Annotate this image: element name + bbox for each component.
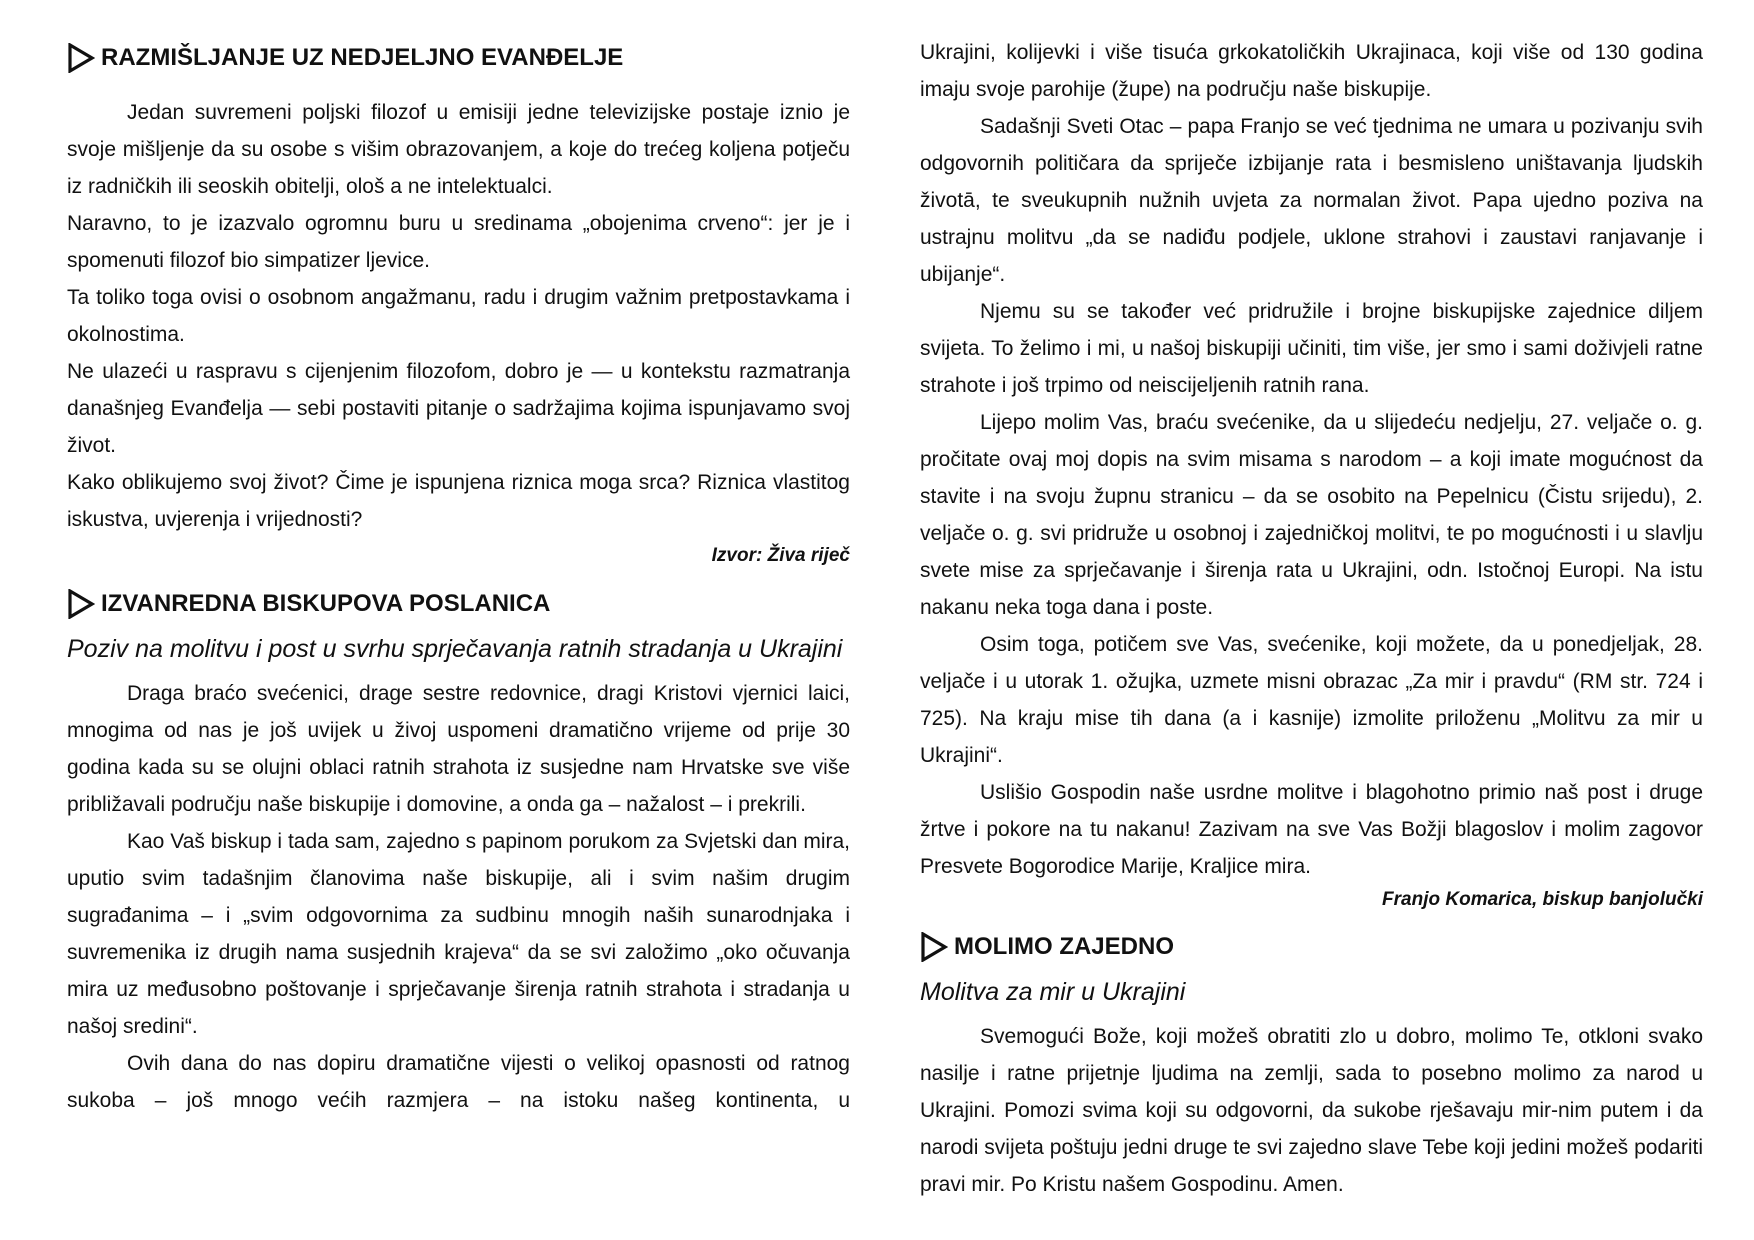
section-subtitle: Molitva za mir u Ukrajini: [920, 978, 1186, 1006]
triangle-play-icon: [67, 43, 95, 73]
paragraph: Ne ulazeći u raspravu s cijenjenim filozofom, dobro je — u kontekstu razmatranja današnjeg Evanđelja — sebi postaviti pitanje o sadržajima kojima ispunjavamo svoj život.: [67, 360, 850, 457]
section-subtitle: Poziv na molitvu i post u svrhu sprječavanja ratnih stradanja u Ukrajini: [67, 635, 843, 663]
paragraph: Kako oblikujemo svoj život? Čime je ispunjena riznica moga srca? Riznica vlastitog iskustva, uvjerenja i vrijednosti?: [67, 471, 850, 531]
section-heading-prayer: [920, 923, 1703, 971]
paragraph: Kao Vaš biskup i tada sam, zajedno s papinom porukom za Svjetski dan mira, uputio svim tadašnjim članovima naše biskupije, ali i svim našim drugim sugrađanima – i „svim odgovornima za sudbinu mnogih naših sunarodnjaka i suvremenika iz drugih nama susjednih krajeva“ da se svi založimo „oko očuvanja mira uz međusobno poštovanje i sprječavanje širenja ratnih strahota i stradanja u našoj sredini“.: [67, 830, 850, 1038]
signature: Franjo Komarica, biskup banjolučki: [1382, 889, 1703, 910]
source-credit: Izvor: Živa riječ: [711, 545, 850, 566]
triangle-play-icon: [920, 932, 948, 962]
paragraph: Lijepo molim Vas, braću svećenike, da u slijedeću nedjelju, 27. veljače o. g. pročitate ovaj moj dopis na svim misama s narodom – a koji imate mogućnost da stavite i na svoju župnu stranicu – da se osobito na Pepelnicu (Čistu srijedu), 2. veljače o. g. svi pridruže u osobnoj i zajedničkoj molitvi, te po mogućnosti i u slavlju svete mise za sprječavanje i širenja rata u Ukrajini, odn. Istočnoj Europi. Na istu nakanu neka toga dana i poste.: [920, 411, 1703, 619]
paragraph: Sadašnji Sveti Otac – papa Franjo se već tjednima ne umara u pozivanju svih odgovornih političara da spriječe izbijanje rata i besmisleno uništavanja ljudskih životā, te sveukupnih nužnih uvjeta za normalan život. Papa ujedno poziva na ustrajnu molitvu „da se nadiđu podjele, uklone strahovi i zaustavi ranjavanje i ubijanje“.: [920, 115, 1703, 286]
paragraph: Ovih dana do nas dopiru dramatične vijesti o velikoj opasnosti od ratnog sukoba – još mnogo većih razmjera – na istoku našeg kontinenta, u: [67, 1052, 850, 1112]
right-column: [920, 34, 1703, 1203]
paragraph: Njemu su se također već pridružile i brojne biskupijske zajednice diljem svijeta. To želimo i mi, u našoj biskupiji učiniti, tim više, jer smo i sami doživjeli ratne strahote i još trpimo od neiscijeljenih ratnih rana.: [920, 300, 1703, 397]
paragraph: Svemogući Bože, koji možeš obratiti zlo u dobro, molimo Te, otkloni svako nasilje i ratne prijetnje ljudima na zemlji, sada to posebno molimo za narod u Ukrajini. Pomozi svima koji su odgovorni, da sukobe rješavaju mir-nim putem i da narodi svijeta poštuju jedni druge te svi zajedno slave Tebe koji jedini možeš podariti pravi mir. Po Kristu našem Gospodinu. Amen.: [920, 1025, 1703, 1196]
paragraph: Ta toliko toga ovisi o osobnom angažmanu, radu i drugim važnim pretpostavkama i okolnostima.: [67, 286, 850, 346]
section-heading-letter: [67, 580, 850, 628]
section-title: MOLIMO ZAJEDNO: [954, 933, 1174, 960]
paragraph: Uslišio Gospodin naše usrdne molitve i blagohotno primio naš post i druge žrtve i pokore na tu nakanu! Zazivam na sve Vas Božji blagoslov i molim zagovor Presvete Bogorodice Marije, Kraljice mira.: [920, 781, 1703, 878]
section-heading-reflection: [67, 34, 850, 82]
section-title: IZVANREDNA BISKUPOVA POSLANICA: [101, 590, 551, 617]
paragraph: Jedan suvremeni poljski filozof u emisiji jedne televizijske postaje iznio je svoje mišljenje da su osobe s višim obrazovanjem, a koje do trećeg koljena potječu iz radničkih ili seoskih obitelji, ološ a ne intelektualci.: [67, 101, 850, 198]
triangle-play-icon: [67, 589, 95, 619]
paragraph: Osim toga, potičem sve Vas, svećenike, koji možete, da u ponedjeljak, 28. veljače i u utorak 1. ožujka, uzmete misni obrazac „Za mir i pravdu“ (RM str. 724 i 725). Na kraju mise tih dana (a i kasnije) izmolite priloženu „Molitvu za mir u Ukrajini“.: [920, 633, 1703, 767]
paragraph: Naravno, to je izazvalo ogromnu buru u sredinama „obojenima crveno“: jer je i spomenuti filozof bio simpatizer ljevice.: [67, 212, 850, 272]
paragraph-continuation: Ukrajini, kolijevki i više tisuća grkokatoličkih Ukrajinaca, koji više od 130 godina imaju svoje parohije (župe) na području naše biskupije.: [920, 41, 1703, 101]
left-column: [67, 30, 850, 1119]
paragraph: Draga braćo svećenici, drage sestre redovnice, dragi Kristovi vjernici laici, mnogima od nas je još uvijek u živoj uspomeni dramatično vrijeme od prije 30 godina kada su se olujni oblaci ratnih strahota iz susjedne nam Hrvatske sve više približavali području naše biskupije i domovine, a onda ga – nažalost – i prekrili.: [67, 682, 850, 816]
section-title: RAZMIŠLJANJE UZ NEDJELJNO EVANĐELJE: [101, 44, 624, 71]
